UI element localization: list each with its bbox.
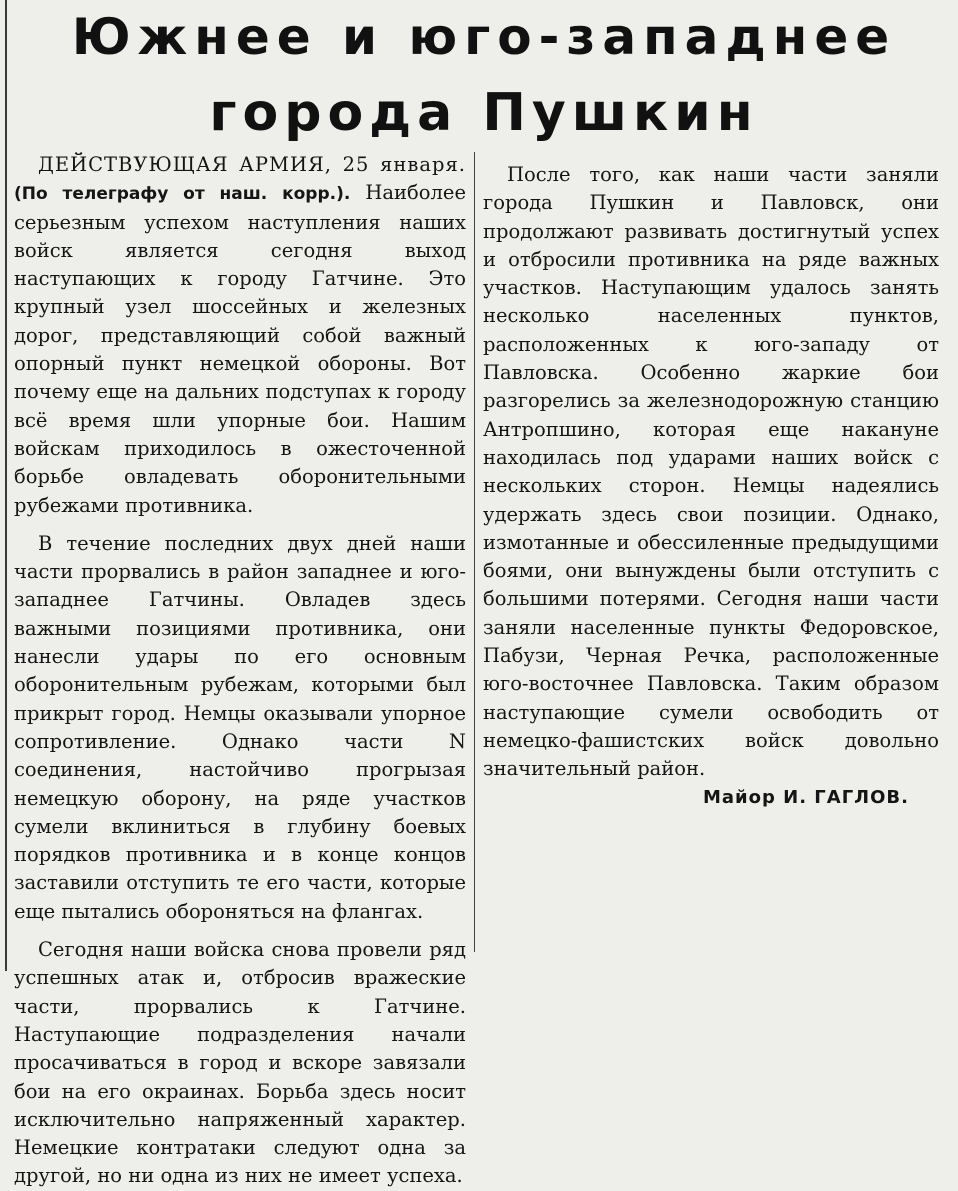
article-paragraph-4: После того, как наши части заняли города Пушкин и Павловск, они продолжают развивать достигнутый успех и отбросили противника на ряде важных участков. Наступающим удалось занять несколько населенных пунктов, расположенных к юго-западу от Павловска. Особенно жаркие бои разгорелись за железнодорожную станцию Антропшино, которая еще накануне находилась под ударами наших войск с нескольких сторон. Немцы надеялись удержать здесь свои позиции. Однако, измотанные и обессиленные предыдущими боями, они вынуждены были отступить с большими потерями. Сегодня наши части заняли населенные пункты Федоровское, Пабузи, Черная Речка, расположенные юго-восточнее Павловска. Таким образом наступающие сумели освободить от немецко-фашистских войск довольно значительный район. [483, 163, 939, 781]
article-signature: Майор И. ГАГЛОВ. [702, 786, 909, 808]
article-paragraph-3: Сегодня наши войска снова провели ряд успешных атак и, отбросив вражеские части, прорвались к Гатчине. Наступающие подразделения начали просачиваться в город и вскоре завязали бои на его окраинах. Борьба здесь носит исключительно напряженный характер. Немецкие контратаки следуют одна за другой, но ни одна из них не имеет успеха. [14, 938, 466, 1188]
article-column-left [14, 151, 466, 1191]
article-lead-paragraph [14, 151, 466, 520]
headline-line-2: города Пушкин [209, 83, 759, 143]
article-source: (По телеграфу от наш. корр.). [14, 184, 351, 205]
article-dateline: ДЕЙСТВУЮЩАЯ АРМИЯ, 25 января. [38, 153, 466, 176]
page-left-border [5, 0, 7, 971]
headline-line-1: Южнее и юго-западнее [71, 8, 897, 66]
column-divider [474, 152, 475, 952]
article-lead-text: Наиболее серьезным успехом наступления наших войск является сегодня выход наступающих к городу Гатчине. Это крупный узел шоссейных и железных дорог, представляющий собой важный опорный пункт немецкой обороны. Вот почему еще на дальних подступах к городу всё время шли упорные бои. Нашим войскам приходилось в ожесточенной борьбе овладевать оборонительными рубежами противника. [14, 181, 466, 517]
article-column-right [483, 151, 939, 812]
article-paragraph-2: В течение последних двух дней наши части прорвались в район западнее и юго-западнее Гатчины. Овладев здесь важными позициями противника, они нанесли удары по его основным оборонительным рубежам, которыми был прикрыт город. Немцы оказывали упорное сопротивление. Однако части N соединения, настойчиво прогрызая немецкую оборону, на ряде участков сумели вклиниться в глубину боевых порядков противника и в конце концов заставили отступить те его части, которые еще пытались обороняться на флангах. [14, 531, 466, 923]
